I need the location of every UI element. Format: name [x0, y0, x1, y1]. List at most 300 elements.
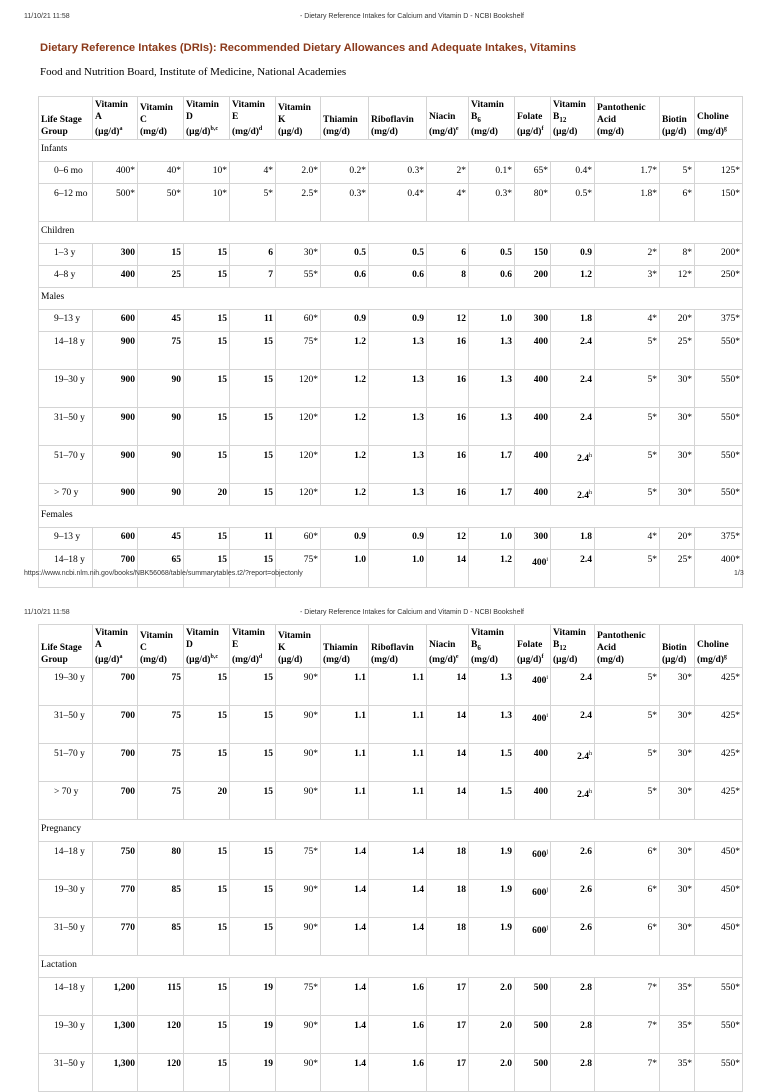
- value-cell: 12*: [660, 266, 695, 288]
- table-row: [39, 310, 743, 332]
- value-cell: 5*: [595, 668, 660, 706]
- value-cell: 400: [515, 408, 551, 446]
- table-row: [39, 842, 743, 880]
- column-header-label: Riboflavin: [371, 115, 414, 125]
- column-header-unit: (µg/d): [278, 127, 303, 137]
- value-cell: 250*: [695, 266, 743, 288]
- value-cell: 15: [184, 842, 230, 880]
- value-cell: 75*: [276, 842, 321, 880]
- header-subscript: 12: [559, 644, 567, 652]
- column-header: [93, 625, 138, 668]
- value-cell: 14: [427, 706, 469, 744]
- column-header-unit: (mg/d): [471, 655, 498, 665]
- value-cell: 15: [184, 668, 230, 706]
- value-cell: 90: [138, 446, 184, 484]
- value-cell: 15: [184, 918, 230, 956]
- value-cell: 1.2: [469, 550, 515, 588]
- value-cell: 15: [184, 706, 230, 744]
- value-cell: 1.7: [469, 484, 515, 506]
- value-cell: 1.6: [369, 978, 427, 1016]
- column-header: [660, 625, 695, 668]
- value-cell: 1.3: [469, 408, 515, 446]
- value-cell: 200*: [695, 244, 743, 266]
- section-row: [39, 222, 743, 244]
- value-cell: 450*: [695, 880, 743, 918]
- value-cell: 550*: [695, 408, 743, 446]
- value-cell: 900: [93, 332, 138, 370]
- column-header: [230, 625, 276, 668]
- value-cell: 25: [138, 266, 184, 288]
- value-cell: 50*: [138, 184, 184, 222]
- value-cell: 2*: [595, 244, 660, 266]
- value-cell: 11: [230, 528, 276, 550]
- value-cell: 60*: [276, 310, 321, 332]
- column-header: [660, 97, 695, 140]
- value-cell: 90*: [276, 782, 321, 820]
- value-cell: 1.4: [321, 842, 369, 880]
- column-header: [39, 625, 93, 668]
- value-cell: 5*: [595, 706, 660, 744]
- section-row: [39, 956, 743, 978]
- column-header-label: Vitamin B: [471, 100, 504, 123]
- column-header-label: Choline: [697, 639, 729, 650]
- value-cell: 1.8*: [595, 184, 660, 222]
- footnote-marker: f: [541, 125, 544, 132]
- value-cell: 500: [515, 1054, 551, 1092]
- value-cell: 15: [230, 332, 276, 370]
- column-header-unit: (µg/d): [517, 655, 542, 665]
- column-header: [595, 97, 660, 140]
- section-label: Lactation: [39, 956, 743, 978]
- column-header-label: Vitamin K: [278, 103, 311, 125]
- value-cell: 6: [427, 244, 469, 266]
- value-cell: 2.4$^h$: [551, 484, 595, 506]
- footnote-marker: i: [546, 557, 548, 563]
- value-cell: 1.2: [321, 484, 369, 506]
- value-cell: 30*: [660, 370, 695, 408]
- print-datetime: 11/10/21 11:58: [24, 609, 70, 616]
- value-cell: 19: [230, 978, 276, 1016]
- value-cell: 35*: [660, 1054, 695, 1092]
- value-cell: 0.5: [369, 244, 427, 266]
- value-cell: 16: [427, 484, 469, 506]
- value-cell: 900: [93, 446, 138, 484]
- life-stage-cell: 19–30 y: [39, 1016, 93, 1054]
- value-cell: 2.4$^h$: [551, 446, 595, 484]
- life-stage-cell: 14–18 y: [39, 842, 93, 880]
- column-header-unit: (µg/d): [95, 655, 120, 665]
- value-cell: 15: [184, 550, 230, 588]
- column-header-unit: (mg/d): [597, 655, 624, 665]
- value-cell: 375*: [695, 528, 743, 550]
- value-cell: 90*: [276, 918, 321, 956]
- value-cell: 12: [427, 310, 469, 332]
- value-cell: 500: [515, 978, 551, 1016]
- column-header-label: Vitamin E: [232, 99, 265, 122]
- table-row: [39, 706, 743, 744]
- value-cell: 0.6: [469, 266, 515, 288]
- column-header-label: Life Stage Group: [41, 643, 82, 665]
- table-row: [39, 550, 743, 588]
- value-cell: 30*: [660, 744, 695, 782]
- value-cell: 400$^i$: [515, 706, 551, 744]
- value-cell: 20: [184, 484, 230, 506]
- document-subtitle: Food and Nutrition Board, Institute of Medicine, National Academies: [40, 66, 347, 78]
- value-cell: 400$^i$: [515, 550, 551, 588]
- value-cell: 1.4: [321, 1054, 369, 1092]
- value-cell: 400: [515, 782, 551, 820]
- section-row: [39, 140, 743, 162]
- column-header-label: Vitamin C: [140, 631, 173, 653]
- value-cell: 1.3: [469, 668, 515, 706]
- value-cell: 0.4*: [551, 162, 595, 184]
- column-header-unit: (µg/d): [95, 127, 120, 137]
- value-cell: 1.3: [369, 408, 427, 446]
- value-cell: 90*: [276, 744, 321, 782]
- table-row: [39, 370, 743, 408]
- life-stage-cell: 9–13 y: [39, 528, 93, 550]
- value-cell: 120*: [276, 484, 321, 506]
- value-cell: 90*: [276, 880, 321, 918]
- value-cell: 16: [427, 446, 469, 484]
- column-header-label: Vitamin K: [278, 631, 311, 653]
- value-cell: 0.3*: [369, 162, 427, 184]
- footnote-marker: e: [455, 125, 459, 132]
- value-cell: 10*: [184, 184, 230, 222]
- life-stage-cell: > 70 y: [39, 782, 93, 820]
- value-cell: 15: [230, 918, 276, 956]
- value-cell: 0.5*: [551, 184, 595, 222]
- value-cell: 1.7*: [595, 162, 660, 184]
- column-header: [551, 97, 595, 140]
- value-cell: 30*: [660, 668, 695, 706]
- value-cell: 1.1: [321, 668, 369, 706]
- value-cell: 200: [515, 266, 551, 288]
- column-header: [230, 97, 276, 140]
- footnote-marker: h: [589, 490, 592, 496]
- value-cell: 4*: [230, 162, 276, 184]
- value-cell: 6*: [595, 842, 660, 880]
- column-header-unit: (mg/d): [140, 127, 167, 137]
- column-header: [695, 97, 743, 140]
- value-cell: 1.3: [369, 370, 427, 408]
- value-cell: 1.2: [321, 370, 369, 408]
- life-stage-cell: 51–70 y: [39, 744, 93, 782]
- column-header: [369, 97, 427, 140]
- footnote-marker: e: [455, 653, 459, 660]
- value-cell: 30*: [660, 446, 695, 484]
- value-cell: 8: [427, 266, 469, 288]
- value-cell: 14: [427, 744, 469, 782]
- column-header: [469, 97, 515, 140]
- value-cell: 75: [138, 782, 184, 820]
- value-cell: 15: [230, 446, 276, 484]
- value-cell: 10*: [184, 162, 230, 184]
- browser-header-page2: [0, 606, 768, 620]
- value-cell: 15: [184, 332, 230, 370]
- value-cell: 2.4: [551, 706, 595, 744]
- table-row: [39, 1054, 743, 1092]
- table-row: [39, 162, 743, 184]
- value-cell: 0.9: [321, 310, 369, 332]
- column-header-label: Vitamin E: [232, 627, 265, 650]
- value-cell: 7*: [595, 978, 660, 1016]
- column-header-unit: (mg/d): [697, 655, 724, 665]
- value-cell: 1.1: [321, 744, 369, 782]
- column-header: [138, 625, 184, 668]
- column-header: [184, 97, 230, 140]
- column-header-unit: (mg/d): [371, 127, 398, 137]
- value-cell: 85: [138, 918, 184, 956]
- value-cell: 1.4: [369, 918, 427, 956]
- value-cell: 0.5: [469, 244, 515, 266]
- value-cell: 15: [184, 408, 230, 446]
- column-header-unit: (mg/d): [232, 127, 259, 137]
- value-cell: 750: [93, 842, 138, 880]
- value-cell: 2.5*: [276, 184, 321, 222]
- life-stage-cell: 19–30 y: [39, 370, 93, 408]
- value-cell: 550*: [695, 332, 743, 370]
- value-cell: 770: [93, 918, 138, 956]
- value-cell: 7*: [595, 1054, 660, 1092]
- column-header-unit: (µg/d): [553, 127, 578, 137]
- document-title: Dietary Reference Intakes (DRIs): Recommended Dietary Allowances and Adequate Intakes, Vitamins: [40, 42, 577, 54]
- footnote-marker: g: [723, 653, 727, 660]
- value-cell: 2.4$^h$: [551, 782, 595, 820]
- value-cell: 700: [93, 782, 138, 820]
- value-cell: 1.0: [469, 310, 515, 332]
- value-cell: 1.6: [369, 1016, 427, 1054]
- table-row: [39, 918, 743, 956]
- value-cell: 1.1: [369, 782, 427, 820]
- value-cell: 7: [230, 266, 276, 288]
- value-cell: 1.3: [469, 706, 515, 744]
- footnote-marker: g: [723, 125, 727, 132]
- column-header: [184, 625, 230, 668]
- value-cell: 5*: [595, 744, 660, 782]
- value-cell: 8*: [660, 244, 695, 266]
- footnote-marker: h: [589, 751, 592, 757]
- value-cell: 0.6: [369, 266, 427, 288]
- life-stage-cell: 0–6 mo: [39, 162, 93, 184]
- value-cell: 400: [515, 484, 551, 506]
- value-cell: 90*: [276, 706, 321, 744]
- value-cell: 1.1: [369, 706, 427, 744]
- value-cell: 300: [93, 244, 138, 266]
- column-header: [39, 97, 93, 140]
- value-cell: 0.3*: [321, 184, 369, 222]
- value-cell: 500*: [93, 184, 138, 222]
- value-cell: 700: [93, 550, 138, 588]
- value-cell: 15: [184, 1016, 230, 1054]
- section-row: [39, 820, 743, 842]
- value-cell: 14: [427, 550, 469, 588]
- value-cell: 90: [138, 484, 184, 506]
- value-cell: 1.2: [551, 266, 595, 288]
- value-cell: 15: [138, 244, 184, 266]
- table-row: [39, 744, 743, 782]
- value-cell: 25*: [660, 550, 695, 588]
- life-stage-cell: 19–30 y: [39, 668, 93, 706]
- value-cell: 0.1*: [469, 162, 515, 184]
- life-stage-cell: 31–50 y: [39, 1054, 93, 1092]
- footnote-marker: a: [119, 125, 123, 132]
- value-cell: 1.2: [321, 408, 369, 446]
- value-cell: 15: [184, 880, 230, 918]
- value-cell: 120*: [276, 370, 321, 408]
- column-header: [321, 97, 369, 140]
- value-cell: 1.3: [369, 332, 427, 370]
- value-cell: 600: [93, 528, 138, 550]
- table-header-row: [39, 97, 743, 140]
- table-row: [39, 978, 743, 1016]
- value-cell: 1.4: [321, 918, 369, 956]
- column-header-unit: (µg/d): [662, 127, 687, 137]
- column-header-label: Folate: [517, 111, 543, 122]
- value-cell: 150: [515, 244, 551, 266]
- value-cell: 400: [515, 744, 551, 782]
- column-header-label: Life Stage Group: [41, 115, 82, 137]
- life-stage-cell: 31–50 y: [39, 918, 93, 956]
- value-cell: 600: [93, 310, 138, 332]
- value-cell: 20: [184, 782, 230, 820]
- value-cell: 120: [138, 1016, 184, 1054]
- value-cell: 550*: [695, 370, 743, 408]
- value-cell: 4*: [427, 184, 469, 222]
- value-cell: 1.0: [369, 550, 427, 588]
- column-header-label: Niacin: [429, 111, 456, 122]
- value-cell: 1.1: [369, 668, 427, 706]
- value-cell: 550*: [695, 484, 743, 506]
- value-cell: 90*: [276, 1016, 321, 1054]
- section-label: Infants: [39, 140, 743, 162]
- value-cell: 75: [138, 744, 184, 782]
- column-header: [276, 625, 321, 668]
- life-stage-cell: 14–18 y: [39, 550, 93, 588]
- footnote-marker: j: [546, 925, 548, 931]
- table-row: [39, 782, 743, 820]
- value-cell: 3*: [595, 266, 660, 288]
- value-cell: 45: [138, 310, 184, 332]
- section-label: Pregnancy: [39, 820, 743, 842]
- life-stage-cell: 31–50 y: [39, 408, 93, 446]
- value-cell: 1.9: [469, 880, 515, 918]
- value-cell: 1,200: [93, 978, 138, 1016]
- value-cell: 700: [93, 668, 138, 706]
- header-subscript: 6: [477, 644, 481, 652]
- value-cell: 80: [138, 842, 184, 880]
- footnote-marker: h: [589, 453, 592, 459]
- value-cell: 15: [230, 880, 276, 918]
- value-cell: 30*: [660, 408, 695, 446]
- column-header-label: Pantothenic Acid: [597, 631, 646, 653]
- value-cell: 55*: [276, 266, 321, 288]
- value-cell: 400: [515, 332, 551, 370]
- column-header-unit: (mg/d): [471, 127, 498, 137]
- value-cell: 40*: [138, 162, 184, 184]
- table-row: [39, 244, 743, 266]
- column-header: [321, 625, 369, 668]
- value-cell: 65: [138, 550, 184, 588]
- section-label: Females: [39, 506, 743, 528]
- column-header-unit: (mg/d): [232, 655, 259, 665]
- print-page-title: - Dietary Reference Intakes for Calcium and Vitamin D - NCBI Bookshelf: [300, 13, 524, 20]
- column-header: [427, 625, 469, 668]
- value-cell: 5*: [660, 162, 695, 184]
- value-cell: 2.6: [551, 918, 595, 956]
- value-cell: 15: [230, 782, 276, 820]
- value-cell: 1.5: [469, 782, 515, 820]
- value-cell: 15: [230, 484, 276, 506]
- column-header-label: Pantothenic Acid: [597, 103, 646, 125]
- value-cell: 120*: [276, 446, 321, 484]
- value-cell: 2.8: [551, 1054, 595, 1092]
- column-header-unit: (mg/d): [323, 127, 350, 137]
- value-cell: 1,300: [93, 1016, 138, 1054]
- value-cell: 1.3: [469, 370, 515, 408]
- value-cell: 2.6: [551, 880, 595, 918]
- value-cell: 65*: [515, 162, 551, 184]
- table-row: [39, 266, 743, 288]
- value-cell: 75*: [276, 978, 321, 1016]
- footer-url[interactable]: https://www.ncbi.nlm.nih.gov/books/NBK56068/table/summarytables.t2/?report=objectonly: [24, 570, 303, 577]
- value-cell: 500: [515, 1016, 551, 1054]
- value-cell: 550*: [695, 446, 743, 484]
- table-row: [39, 528, 743, 550]
- section-row: [39, 506, 743, 528]
- column-header-unit: (mg/d): [597, 127, 624, 137]
- value-cell: 0.9: [369, 310, 427, 332]
- section-label: Males: [39, 288, 743, 310]
- table-row: [39, 1016, 743, 1054]
- footer-page-number: 1/3: [734, 570, 744, 577]
- value-cell: 6*: [660, 184, 695, 222]
- value-cell: 16: [427, 332, 469, 370]
- value-cell: 700: [93, 706, 138, 744]
- value-cell: 75*: [276, 332, 321, 370]
- footnote-marker: a: [119, 653, 123, 660]
- value-cell: 15: [184, 266, 230, 288]
- column-header: [93, 97, 138, 140]
- value-cell: 5*: [595, 484, 660, 506]
- footnote-marker: f: [541, 653, 544, 660]
- value-cell: 18: [427, 880, 469, 918]
- value-cell: 0.5: [321, 244, 369, 266]
- value-cell: 30*: [660, 918, 695, 956]
- column-header: [138, 97, 184, 140]
- value-cell: 5*: [595, 550, 660, 588]
- value-cell: 5*: [230, 184, 276, 222]
- value-cell: 15: [230, 408, 276, 446]
- value-cell: 2.8: [551, 978, 595, 1016]
- footnote-marker: j: [546, 849, 548, 855]
- value-cell: 2.6: [551, 842, 595, 880]
- column-header-label: Biotin: [662, 643, 687, 653]
- value-cell: 1,300: [93, 1054, 138, 1092]
- value-cell: 150*: [695, 184, 743, 222]
- table-header-row: [39, 625, 743, 668]
- value-cell: 15: [184, 1054, 230, 1092]
- value-cell: 30*: [276, 244, 321, 266]
- value-cell: 15: [184, 310, 230, 332]
- footnote-marker: h: [589, 789, 592, 795]
- value-cell: 400: [515, 370, 551, 408]
- value-cell: 14: [427, 668, 469, 706]
- value-cell: 2.0: [469, 978, 515, 1016]
- value-cell: 2.4: [551, 550, 595, 588]
- value-cell: 4*: [595, 310, 660, 332]
- value-cell: 5*: [595, 370, 660, 408]
